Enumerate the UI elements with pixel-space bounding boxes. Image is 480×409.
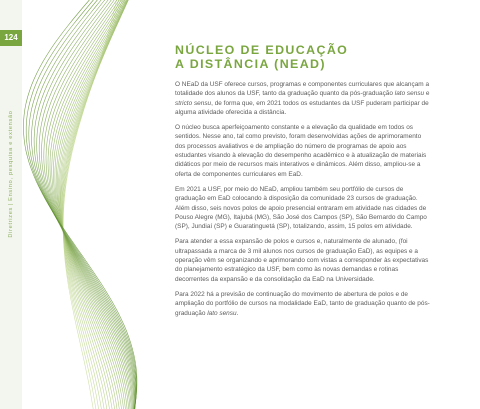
page-title [175, 43, 433, 71]
text-run: . [236, 309, 239, 317]
italic-term: stricto sensu [175, 99, 212, 107]
section-label [8, 110, 14, 237]
section-label-sub: Ensino, pesquisa e extensão [8, 110, 14, 201]
paragraph-2 [175, 123, 433, 179]
article-content [175, 43, 433, 324]
title-line-2: A DISTÂNCIA (NEAD) [175, 57, 326, 71]
title-line-1: NÚCLEO DE EDUCAÇÃO [175, 43, 349, 57]
text-run: Para atender a essa expansão de polos e cursos e, naturalmente de alunado, (foi ultrapassada a marca de 3 mil alunos nos cursos de graduação EaD), as equipes e a operação vêm se organizando e aprimorando com vistas a corresponder às expectativas do planejamento estratégico da USF, bem como às novas demandas e rotinas decorrentes da expansão e da consolidação da EaD na Universidade. [175, 238, 429, 283]
side-strip [0, 0, 22, 409]
italic-term: lato sensu [207, 309, 237, 317]
wave-line [39, 0, 134, 409]
decorative-wave-lines [22, 0, 172, 409]
italic-term: lato sensu [394, 90, 425, 98]
paragraph-3 [175, 185, 433, 231]
wave-line [53, 0, 128, 409]
wave-line [60, 0, 130, 409]
section-label-main: Diretrizes [8, 206, 14, 238]
wave-line [56, 0, 130, 409]
text-run: Em 2021 a USF, por meio do NEaD, ampliou também seu portfólio de cursos de graduação em EaD colocando à disposição da comunidade 23 cursos de graduação. Além disso, seis novos polos de apoio presencial entraram em atividade nas cidades de Pouso Alegre (MG), Itajubá (MG), São José dos Campos (SP), São Bernardo do Campo (SP), Jundiaí (SP) e Guaratinguetá (SP), totalizando, assim, 15 polos em atividade. [175, 185, 427, 231]
text-run: O núcleo busca aperfeiçoamento constante e a elevação da qualidade em todos os sentidos. Nesse ano, tal como previsto, foram desenvolvidas ações de aprimoramento dos processos avaliativos e de ampliação do número de programas de apoio aos estudantes visando à elevação do desempenho acadêmico e à atualização de materiais didáticos por meio de recursos mais interativos e dinâmicos. Além disso, ampliou-se a oferta de componentes curriculares em EaD. [175, 124, 427, 178]
paragraph-5 [175, 290, 433, 318]
section-label-separator: | [8, 202, 14, 205]
paragraph-1 [175, 80, 433, 117]
paragraph-4 [175, 237, 433, 283]
body-text [175, 80, 433, 318]
text-run: e [424, 90, 430, 98]
text-run: O NEaD da USF oferece cursos, programas e componentes curriculares que alcançam a totalidade dos alunos da USF, tanto da graduação quanto da pós-graduação [175, 81, 430, 98]
text-run: Para 2022 há a previsão de continuação do movimento de abertura de polos e de ampliação do portfólio de cursos na modalidade EaD, tanto de graduação quanto de pós-graduação [175, 290, 430, 317]
page-number: 124 [0, 30, 22, 46]
text-run: , de forma que, em 2021 todos os estudantes da USF puderam participar de alguma atividade oferecida a distância. [175, 99, 429, 116]
